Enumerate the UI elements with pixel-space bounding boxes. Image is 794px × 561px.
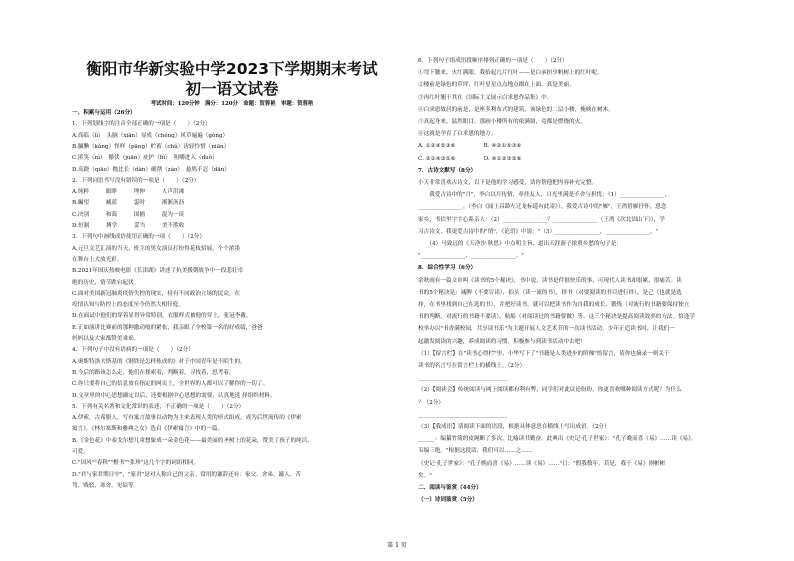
text-line: 起激发阅读的兴趣，养成阅读的习惯，积极参与到读书活动中去吧！ bbox=[418, 338, 586, 345]
text-line: （4）马致远的《天净沙·秋思》中点明主旨，道出天涯游子浓重乡愁的句子是： bbox=[418, 241, 622, 247]
text-line: "________________，________________。" bbox=[418, 253, 524, 260]
text-line: B.今后的路该怎么走，他们在探索着，判断着，寻找着，思考着。 bbox=[72, 369, 235, 376]
text-line: 校举办以"书香满校园，共享读书乐"为主题开展人文艺术节的一次读书活动，少年正追读书时，让我们一 bbox=[418, 326, 675, 333]
text-line: 余秋雨有一篇文章叫《读书的5个秘诀》，书中说，读书是件很快乐的事，可现代人读书却很累、很痛苦。读 bbox=[418, 277, 682, 284]
text-line: ⑤真起身来，猛然眼目，那画小楼所有的依满窗，竟都是燃烧的火。 bbox=[418, 119, 586, 125]
text-line: A.纯粹 眼睁 埋伸 人声沮沸 bbox=[72, 189, 185, 196]
text-line: A.伊索，古希腊人，写有寓言故事以动物为主来表现人类的形式组成，成为后世流传的《伊索 bbox=[72, 415, 302, 422]
text-line: B.2021年国庆热映电影《长津湖》讲述了抗美援朝战争中一段悲壮卓 bbox=[72, 268, 244, 275]
text-line: 寓言》。《林尔塞斯和雅典之女》选自《伊索寓言》中的一篇。 bbox=[72, 426, 224, 433]
text-line: ①弯下腰来，火红满眼。我抬起几片红叶——是白承担享帆树上的红叶呢。 bbox=[418, 70, 603, 77]
text-line: （3）【我成语】请阅读下面的语段，根据具体意思在横线上写出成语。（2分） bbox=[418, 424, 610, 430]
text-line: 韦编三绝。"根据这段话，我们可以……之…… bbox=[418, 448, 533, 455]
text-line: 《史记·孔子世家》："孔子晚而喜《易》……读《易》……"日："假我数年，若是，我于《易》则彬彬 bbox=[418, 460, 666, 467]
text-line: 2．下列词语书写没有错误的一项是（ ）（2分） bbox=[72, 177, 200, 184]
text-line: A.高临（lì） 头脑（xiān）显成（chéng）风草遍遍（gòng） bbox=[72, 132, 229, 139]
text-line: D.高跷（qiāo）抛比长（dàn）确凿（záo） 悬鸠不忍（dān） bbox=[72, 166, 230, 173]
text-line: D.文章里的中心思想确定以后，还要根据中心思想的需要，认真地选 择组织材料。 bbox=[72, 392, 276, 399]
text-line: 5．下列有关名著和文化常识的表述，不正确的一项是（ ）（2分） bbox=[72, 403, 245, 410]
text-line: 6．下列句子组成语段顺序排列正确的一项是（ ）（2分） bbox=[418, 58, 568, 64]
text-line: ________________________________ bbox=[418, 375, 508, 382]
text-line: D.在面试中他们的穿着显得异常特别，衣服样式被他的穿上，张冠李戴。 bbox=[72, 313, 252, 320]
exam-subtitle: 初一语文试卷 bbox=[185, 80, 279, 98]
text-line: 驾、贱驳、寒舍、见谅等。 bbox=[72, 482, 140, 489]
text-line: 4．下列句子中没有语病的一项是（ ）（2分） bbox=[72, 347, 194, 354]
text-line: ⑥这就是孕育了白求恩的地方。 bbox=[418, 131, 497, 138]
text-line: 二、阅读与鉴赏（44分） bbox=[418, 485, 482, 491]
text-line: B.瞩望 臧蓝 霎时 淅淅沥沥 bbox=[72, 200, 185, 207]
text-line: 可爱。 bbox=[72, 449, 89, 455]
text-line: 矣。" bbox=[418, 472, 432, 479]
text-line: ？（2分） bbox=[418, 399, 444, 406]
text-line: C.决别 和蔼 围捕 混为一谈 bbox=[72, 211, 185, 218]
text-line: 1．下列划线字的注音全部正确的一项是（ ）（2分） bbox=[72, 121, 211, 128]
text-line: ②楼前是绿色的草坪，红叶星星点点地点缀在上面，真是美丽。 bbox=[418, 82, 575, 89]
text-line: B.腼腆（kǎng）怪样（pāng）贮蓄（chǔ）齿轻怜惜（niān） bbox=[72, 143, 230, 150]
text-line: A.元旦文艺汇演的当天，班主的男女演员打扮得花枝招展，个个浓墨 bbox=[72, 245, 241, 252]
text-line: C."国风""春秋""楷书""张珍"这几个字的词组相同。 bbox=[72, 460, 200, 467]
text-line: ④白求恩故居的前是，是座多利布式的建筑，该绿色的二层小楼，掩映在树木。 bbox=[418, 106, 614, 113]
text-line: A.奥斯特洛夫斯基的《钢铁是怎样炼成的》对于中国青年是不陌生的。 bbox=[72, 358, 246, 365]
text-line: D.恒制 搏学 妥当 美不胜收 bbox=[72, 223, 185, 229]
text-line: C.你只要将自己的信息放在指定的网页上，全世界的人都可以了解你的一切了。 bbox=[72, 381, 269, 388]
text-line: 疫情认知与防控上的态度至今仍然大相径庭。 bbox=[72, 302, 184, 309]
text-line: 我爱古诗中的"月"，李白以月传情，牵挂友人，月光里满是不舍与担忧：（1）________________， bbox=[418, 192, 671, 199]
text-line: 书的5个秘诀是：减脾（不要盲读），拍头（读一流的书），择书（对要阅读的书目进行择），是己（也就是选 bbox=[418, 289, 682, 296]
text-line: C.面对美国新冠肺炎疫情失控的现实，持有不同政治立场的民众，在 bbox=[72, 290, 241, 297]
text-line: 在舞台上大放光彩。 bbox=[72, 256, 123, 263]
text-line: D."君与家君期日中"，"家君"是对人称自己的父亲。常用的谦辞还有：家父、舍弟、鄙人、苦 bbox=[72, 471, 301, 478]
text-line: ________________。（李白《闻王昌龄左迁龙标遥有此寄》）。我爱古诗中的"雁"，王湾借雁抒怀，思念 bbox=[418, 204, 667, 211]
text-line: （一）诗词鉴赏（5分） bbox=[418, 497, 478, 504]
text-line: 读书的名言写在留言栏上的横线上。（2分） bbox=[418, 363, 526, 369]
text-line: 一、积累与运用（26分） bbox=[72, 110, 136, 116]
text-line: 书的判断，对流行的书籍不要读）、航船（对阅读过的书籍要做）等。这三个秘诀是提高阅读效率的方法。恰逢学 bbox=[418, 314, 695, 321]
text-line: 妈妈以及大家都赞美乖乖。 bbox=[72, 336, 140, 342]
text-line: C.匿笑（nì） 攥伏（juān）庇护（bì） 咀嚼进入（duǒ） bbox=[72, 155, 218, 162]
text-line: 7．古诗文默写（8分） bbox=[418, 167, 477, 174]
text-line: 习古诗文，我更爱古诗中的"情"，《论语》中说："（3）________________，________________。" bbox=[418, 228, 659, 235]
text-line: 8．综合性学习（6分） bbox=[418, 265, 477, 272]
text-line: B.《金色花》中泰戈尔想儿童想象成一朵金色花——最美丽的圣树上的花朵，赞美了孩子的纯洁、 bbox=[72, 437, 313, 444]
exam-meta: 考试时间：120分钟 满分：120分 命题：贺蓉艳 审题：贺蓉艳 bbox=[150, 101, 314, 107]
text-line: （2）【阅读会】传统阅读与网上阅读都有利有弊，同学们对此议论纷纷。你更喜欢哪种阅读方式呢？为什么 bbox=[418, 387, 682, 394]
text-line: C. ②①④③⑤⑥ D. ④①②③⑤⑥ bbox=[418, 155, 522, 162]
text-line: 3．下列句中画线成语使用正确的一项（ ）（2分） bbox=[72, 234, 205, 241]
text-line: 绝的历史，情节跌宕起伏。 bbox=[72, 279, 140, 286]
exam-title: 衡阳市华新实验中学2023下学期期末考试 bbox=[86, 60, 378, 78]
text-line: ________________________________ bbox=[418, 411, 508, 418]
text-line: ______：编纂竹简的皮绳断了多次。比喻读书勤奋。此典出《史记·孔子世家》："孔子晚而喜《易》……读《易》， bbox=[418, 436, 697, 443]
text-line: （1）【留言栏】在"读书心得栏"里，小华写下了"书籍是人类进步的阶梯"的留言，请你也摘录一则关于 bbox=[418, 350, 670, 357]
text-line: 择，在书里找到自己在选的书），并把好读书，就可以把读书作为自我的成长，锻炼（对流行的书籍要保持独立 bbox=[418, 302, 690, 308]
text-line: 家乡，书信里字字心系亲人：（2）________________？________________（王湾《次北固山下》），学 bbox=[418, 216, 665, 223]
text-line: ③再红叶翘于其在《国际主义展示白求恩作品集》中。 bbox=[418, 94, 553, 101]
text-line: 小天非常喜欢古诗文，以下是他的学习感受，请你帮他把内容补充完整。 bbox=[418, 180, 598, 186]
page-number: 第 1 页 bbox=[387, 542, 407, 549]
text-line: E.正如演讲比赛前的那种激动般的紧张，我亲眼了全校第一名的好成绩，爸爸 bbox=[72, 324, 263, 331]
text-line: A. ①②④⑤③⑥ B. ④②①⑤③⑥ bbox=[418, 143, 522, 150]
